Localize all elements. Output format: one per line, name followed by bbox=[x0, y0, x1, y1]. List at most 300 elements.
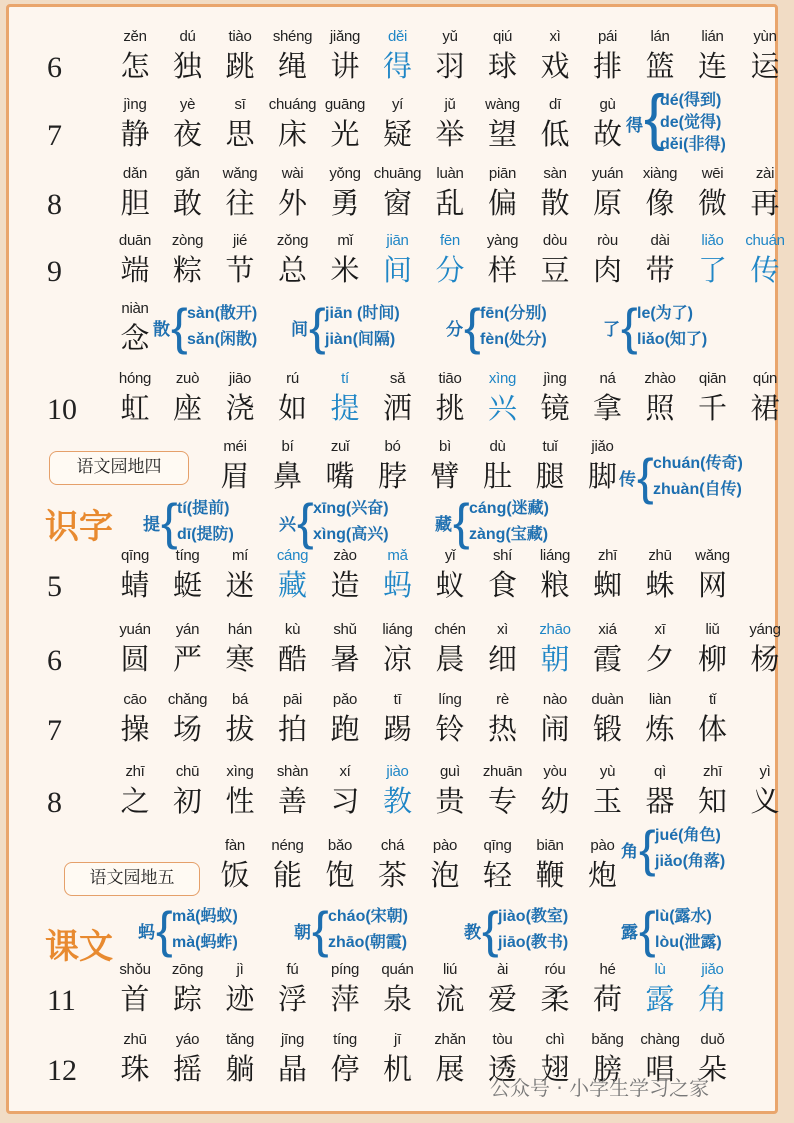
pinyin: zǒng bbox=[276, 232, 309, 249]
char-cell bbox=[214, 546, 266, 604]
hanzi: 再 bbox=[750, 186, 780, 220]
pinyin: sī bbox=[234, 96, 246, 113]
pinyin: tíng bbox=[175, 547, 200, 564]
pinyin: dǎn bbox=[122, 165, 148, 182]
pinyin: yí bbox=[391, 96, 404, 113]
char-cell bbox=[472, 836, 524, 894]
pinyin: liáng bbox=[382, 621, 413, 638]
char-cell bbox=[634, 620, 686, 678]
hanzi: 羽 bbox=[435, 49, 465, 83]
hanzi: 总 bbox=[277, 253, 307, 287]
hanzi: 拿 bbox=[592, 391, 622, 425]
pinyin: pái bbox=[597, 28, 618, 45]
hanzi: 座 bbox=[172, 391, 202, 425]
pinyin: dài bbox=[650, 232, 670, 249]
pinyin: yòu bbox=[543, 763, 567, 780]
lesson-number: 7 bbox=[47, 714, 62, 747]
hanzi: 了 bbox=[697, 253, 727, 287]
hanzi: 器 bbox=[645, 784, 675, 818]
hanzi: 带 bbox=[645, 253, 675, 287]
hanzi: 网 bbox=[697, 568, 727, 602]
hanzi: 球 bbox=[487, 49, 517, 83]
pinyin: dòu bbox=[542, 232, 568, 249]
pinyin: xiàng bbox=[642, 165, 678, 182]
hanzi: 柔 bbox=[540, 982, 570, 1016]
hanzi: 食 bbox=[487, 568, 517, 602]
polyphone-san: 散 { sàn(散开) sǎn(闲散) bbox=[153, 299, 258, 355]
hanzi: 茶 bbox=[377, 858, 407, 892]
char-cell bbox=[319, 620, 371, 678]
pinyin: xì bbox=[549, 28, 561, 45]
hanzi: 教 bbox=[382, 784, 412, 818]
char-cell bbox=[267, 369, 319, 427]
hanzi: 排 bbox=[592, 49, 622, 83]
hanzi: 床 bbox=[277, 117, 307, 151]
pinyin: yì bbox=[759, 763, 771, 780]
char-cell bbox=[209, 437, 261, 495]
char-cell bbox=[162, 620, 214, 678]
hanzi: 能 bbox=[272, 858, 302, 892]
char-cell bbox=[267, 620, 319, 678]
char-cell bbox=[372, 546, 424, 604]
pinyin: zhū bbox=[648, 547, 672, 564]
hanzi: 善 bbox=[277, 784, 307, 818]
hanzi: 闹 bbox=[540, 712, 570, 746]
hanzi: 之 bbox=[120, 784, 150, 818]
pinyin: biān bbox=[536, 837, 564, 854]
char-cell bbox=[582, 546, 634, 604]
hanzi: 鼻 bbox=[272, 459, 302, 493]
pinyin: jiǎo bbox=[701, 961, 724, 978]
char-cell bbox=[319, 762, 371, 820]
char-cell bbox=[319, 960, 371, 1018]
pinyin: děi bbox=[387, 28, 408, 45]
hanzi: 胆 bbox=[120, 186, 150, 220]
char-cell bbox=[477, 546, 529, 604]
hanzi: 端 bbox=[120, 253, 150, 287]
pinyin: gù bbox=[599, 96, 616, 113]
polyphone-jiao: 角 { jué(角色) jiǎo(角落) bbox=[621, 821, 726, 877]
hanzi: 脖 bbox=[377, 459, 407, 493]
pinyin: tiāo bbox=[438, 370, 462, 387]
pinyin: hán bbox=[227, 621, 253, 638]
hanzi: 摇 bbox=[172, 1052, 202, 1086]
pinyin: dù bbox=[489, 438, 506, 455]
pinyin: cāo bbox=[123, 691, 147, 708]
hanzi: 专 bbox=[487, 784, 517, 818]
char-cell bbox=[529, 27, 581, 85]
hanzi: 造 bbox=[330, 568, 360, 602]
pinyin: jiān bbox=[386, 232, 409, 249]
char-cell bbox=[687, 960, 739, 1018]
hanzi: 低 bbox=[540, 117, 570, 151]
char-cell bbox=[372, 369, 424, 427]
char-cell bbox=[687, 231, 739, 289]
hanzi: 豆 bbox=[540, 253, 570, 287]
hanzi: 举 bbox=[435, 117, 465, 151]
char-cell bbox=[424, 546, 476, 604]
pinyin: shéng bbox=[272, 28, 313, 45]
pinyin: zěn bbox=[123, 28, 147, 45]
char-cell bbox=[582, 762, 634, 820]
pinyin: liàn bbox=[648, 691, 672, 708]
hanzi: 鞭 bbox=[535, 858, 565, 892]
polyphone-cang: 藏 { cáng(迷藏) zàng(宝藏) bbox=[435, 494, 550, 550]
pinyin: chàng bbox=[640, 1031, 680, 1048]
pinyin: jī bbox=[394, 1031, 401, 1048]
char-cell bbox=[524, 437, 576, 495]
lesson-number: 12 bbox=[47, 1054, 77, 1087]
pinyin: nào bbox=[542, 691, 568, 708]
char-cell bbox=[529, 95, 581, 153]
char-cell bbox=[214, 95, 266, 153]
hanzi: 爱 bbox=[487, 982, 517, 1016]
pinyin: yǒng bbox=[329, 165, 361, 182]
char-cell bbox=[109, 690, 161, 748]
hanzi: 故 bbox=[592, 117, 622, 151]
hanzi: 嘴 bbox=[325, 459, 355, 493]
hanzi: 敢 bbox=[172, 186, 202, 220]
hanzi: 像 bbox=[645, 186, 675, 220]
char-cell bbox=[477, 95, 529, 153]
pinyin: pǎo bbox=[332, 691, 358, 708]
pinyin: cáng bbox=[276, 547, 309, 564]
char-cell bbox=[372, 762, 424, 820]
section-shizi: 识字 bbox=[45, 507, 113, 547]
char-cell bbox=[739, 231, 791, 289]
char-row bbox=[9, 960, 781, 1022]
char-cell bbox=[109, 164, 161, 222]
pinyin: quán bbox=[381, 961, 414, 978]
pinyin: yán bbox=[175, 621, 200, 638]
polyphone-jian: 间 { jiān (时间) jiàn(间隔) bbox=[291, 299, 400, 355]
hanzi: 念 bbox=[120, 321, 150, 355]
char-cell bbox=[634, 546, 686, 604]
hanzi: 迹 bbox=[225, 982, 255, 1016]
hanzi: 粮 bbox=[540, 568, 570, 602]
lesson-number: 6 bbox=[47, 51, 62, 84]
hanzi: 如 bbox=[277, 391, 307, 425]
hanzi: 分 bbox=[435, 253, 465, 287]
hanzi: 暑 bbox=[330, 642, 360, 676]
char-cell bbox=[267, 762, 319, 820]
pinyin: zhuān bbox=[482, 763, 523, 780]
char-cell bbox=[529, 369, 581, 427]
char-cell bbox=[267, 27, 319, 85]
char-cell bbox=[162, 369, 214, 427]
pinyin: chǎng bbox=[167, 691, 208, 708]
watermark: 公众号 · 小学生学习之家 bbox=[490, 1076, 710, 1100]
pinyin: shàn bbox=[276, 763, 309, 780]
hanzi: 独 bbox=[172, 49, 202, 83]
char-cell bbox=[419, 437, 471, 495]
hanzi: 蚁 bbox=[435, 568, 465, 602]
box-yuwen-yuandi-5: 语文园地五 bbox=[64, 862, 200, 896]
polyphone-le: 了 { le(为了) liǎo(知了) bbox=[603, 299, 708, 355]
polyphone-de: 得 { dé(得到) de(觉得) děi(非得) bbox=[626, 83, 726, 153]
pinyin: duān bbox=[118, 232, 152, 249]
char-row bbox=[9, 620, 781, 682]
char-cell bbox=[477, 27, 529, 85]
char-cell bbox=[162, 762, 214, 820]
hanzi: 夜 bbox=[172, 117, 202, 151]
hanzi: 露 bbox=[645, 982, 675, 1016]
hanzi: 腿 bbox=[535, 459, 565, 493]
pinyin: xiá bbox=[598, 621, 617, 638]
hanzi: 炮 bbox=[587, 858, 617, 892]
char-cell bbox=[529, 960, 581, 1018]
char-cell bbox=[477, 369, 529, 427]
char-cell bbox=[214, 164, 266, 222]
char-cell bbox=[687, 164, 739, 222]
hanzi: 传 bbox=[750, 253, 780, 287]
pinyin: yàng bbox=[486, 232, 519, 249]
char-cell bbox=[582, 690, 634, 748]
pinyin: jīng bbox=[281, 1031, 304, 1048]
lesson-number: 8 bbox=[47, 188, 62, 221]
pinyin: bǎo bbox=[327, 837, 353, 854]
char-cell bbox=[687, 369, 739, 427]
hanzi: 铃 bbox=[435, 712, 465, 746]
char-cell bbox=[109, 620, 161, 678]
pinyin: yǔ bbox=[442, 28, 458, 45]
pinyin: jiǎng bbox=[329, 28, 361, 45]
char-cell bbox=[372, 960, 424, 1018]
hanzi: 朝 bbox=[540, 642, 570, 676]
pinyin: xìng bbox=[488, 370, 517, 387]
char-row bbox=[9, 231, 785, 293]
char-cell bbox=[419, 836, 471, 894]
hanzi: 踢 bbox=[382, 712, 412, 746]
char-cell bbox=[314, 836, 366, 894]
hanzi: 拍 bbox=[277, 712, 307, 746]
char-cell bbox=[214, 620, 266, 678]
pinyin: rú bbox=[286, 370, 299, 387]
hanzi: 柳 bbox=[697, 642, 727, 676]
char-cell bbox=[109, 762, 161, 820]
pinyin: fú bbox=[286, 961, 299, 978]
pinyin: tiào bbox=[228, 28, 252, 45]
char-cell bbox=[477, 231, 529, 289]
char-cell bbox=[634, 690, 686, 748]
pinyin: sàn bbox=[543, 165, 567, 182]
pinyin: ròu bbox=[597, 232, 618, 249]
hanzi: 热 bbox=[487, 712, 517, 746]
pinyin: jiāo bbox=[228, 370, 252, 387]
pinyin: niàn bbox=[121, 300, 149, 317]
char-cell bbox=[214, 369, 266, 427]
char-cell bbox=[267, 1030, 319, 1088]
hanzi: 微 bbox=[697, 186, 727, 220]
char-cell bbox=[529, 620, 581, 678]
char-cell bbox=[367, 437, 419, 495]
pinyin: wǎng bbox=[222, 165, 258, 182]
char-cell bbox=[634, 960, 686, 1018]
hanzi: 肚 bbox=[482, 459, 512, 493]
hanzi: 得 bbox=[382, 49, 412, 83]
hanzi: 连 bbox=[697, 49, 727, 83]
pinyin: hé bbox=[599, 961, 616, 978]
pinyin: róu bbox=[544, 961, 566, 978]
char-cell bbox=[424, 620, 476, 678]
pinyin: sǎ bbox=[389, 370, 406, 387]
hanzi: 寒 bbox=[225, 642, 255, 676]
hanzi: 霞 bbox=[592, 642, 622, 676]
hanzi: 饱 bbox=[325, 858, 355, 892]
hanzi: 流 bbox=[435, 982, 465, 1016]
char-cell bbox=[319, 231, 371, 289]
pinyin: zuǐ bbox=[330, 438, 350, 455]
hanzi: 翅 bbox=[540, 1052, 570, 1086]
pinyin: bǎng bbox=[591, 1031, 624, 1048]
hanzi: 样 bbox=[487, 253, 517, 287]
pinyin: zhào bbox=[644, 370, 676, 387]
hanzi: 停 bbox=[330, 1052, 360, 1086]
pinyin: tī bbox=[393, 691, 402, 708]
pinyin: pào bbox=[590, 837, 615, 854]
char-cell bbox=[529, 546, 581, 604]
pinyin: zhǎn bbox=[434, 1031, 466, 1048]
char-cell bbox=[109, 231, 161, 289]
hanzi: 窗 bbox=[382, 186, 412, 220]
hanzi: 绳 bbox=[277, 49, 307, 83]
lesson-number: 7 bbox=[47, 119, 62, 152]
char-cell bbox=[472, 437, 524, 495]
pinyin: yáng bbox=[749, 621, 781, 638]
polyphone-lu: 露 { lù(露水) lòu(泄露) bbox=[621, 902, 722, 958]
hanzi: 洒 bbox=[382, 391, 412, 425]
char-cell bbox=[262, 836, 314, 894]
hanzi: 挑 bbox=[435, 391, 465, 425]
lesson-number: 10 bbox=[47, 393, 77, 426]
char-cell bbox=[634, 27, 686, 85]
char-cell bbox=[267, 690, 319, 748]
char-cell bbox=[739, 27, 791, 85]
char-cell bbox=[162, 231, 214, 289]
pinyin: xìng bbox=[226, 763, 254, 780]
char-cell bbox=[582, 369, 634, 427]
char-cell bbox=[477, 960, 529, 1018]
char-cell bbox=[162, 27, 214, 85]
hanzi: 蜓 bbox=[172, 568, 202, 602]
pinyin: wǎng bbox=[695, 547, 730, 564]
pinyin: jiào bbox=[386, 763, 409, 780]
char-cell bbox=[319, 1030, 371, 1088]
hanzi: 乱 bbox=[435, 186, 465, 220]
char-cell bbox=[424, 164, 476, 222]
char-cell bbox=[687, 762, 739, 820]
hanzi: 性 bbox=[225, 784, 255, 818]
char-cell bbox=[424, 95, 476, 153]
hanzi: 操 bbox=[120, 712, 150, 746]
hanzi: 蜘 bbox=[592, 568, 622, 602]
char-cell bbox=[529, 690, 581, 748]
hanzi: 机 bbox=[382, 1052, 412, 1086]
hanzi: 浇 bbox=[225, 391, 255, 425]
pinyin: yù bbox=[599, 763, 616, 780]
pinyin: xí bbox=[339, 763, 351, 780]
char-cell bbox=[267, 164, 319, 222]
char-cell bbox=[109, 369, 161, 427]
pinyin: shí bbox=[492, 547, 513, 564]
hanzi: 静 bbox=[120, 117, 150, 151]
pinyin: zōng bbox=[171, 961, 204, 978]
pinyin: tǎng bbox=[226, 1031, 254, 1048]
hanzi: 泉 bbox=[382, 982, 412, 1016]
pinyin: yuán bbox=[591, 165, 624, 182]
char-row bbox=[9, 369, 781, 431]
pinyin: yùn bbox=[753, 28, 777, 45]
hanzi: 千 bbox=[697, 391, 727, 425]
char-cell bbox=[424, 762, 476, 820]
polyphone-xing: 兴 { xīng(兴奋) xìng(高兴) bbox=[279, 494, 389, 550]
hanzi: 粽 bbox=[172, 253, 202, 287]
hanzi: 眉 bbox=[220, 459, 250, 493]
hanzi: 臂 bbox=[430, 459, 460, 493]
pinyin: chén bbox=[434, 621, 466, 638]
hanzi: 躺 bbox=[225, 1052, 255, 1086]
hanzi: 踪 bbox=[172, 982, 202, 1016]
hanzi: 戏 bbox=[540, 49, 570, 83]
hanzi: 镜 bbox=[540, 391, 570, 425]
box-yuwen-yuandi-4: 语文园地四 bbox=[49, 451, 189, 485]
char-cell bbox=[162, 1030, 214, 1088]
hanzi: 唱 bbox=[645, 1052, 675, 1086]
char-cell bbox=[214, 762, 266, 820]
char-cell bbox=[634, 762, 686, 820]
hanzi: 裙 bbox=[750, 391, 780, 425]
char-cell bbox=[267, 95, 319, 153]
hanzi: 展 bbox=[435, 1052, 465, 1086]
pinyin: zài bbox=[755, 165, 775, 182]
lesson-number: 6 bbox=[47, 644, 62, 677]
lesson-number: 9 bbox=[47, 255, 62, 288]
hanzi: 严 bbox=[172, 642, 202, 676]
pinyin: tí bbox=[341, 370, 349, 387]
char-cell bbox=[162, 95, 214, 153]
pinyin: dú bbox=[179, 28, 196, 45]
hanzi: 原 bbox=[592, 186, 622, 220]
pinyin: jǔ bbox=[444, 96, 456, 113]
hanzi: 习 bbox=[330, 784, 360, 818]
hanzi: 往 bbox=[225, 186, 255, 220]
pinyin: zòng bbox=[171, 232, 204, 249]
char-cell bbox=[162, 960, 214, 1018]
char-cell bbox=[477, 620, 529, 678]
hanzi: 篮 bbox=[645, 49, 675, 83]
pinyin: chuāng bbox=[373, 165, 422, 182]
hanzi: 讲 bbox=[330, 49, 360, 83]
hanzi: 跳 bbox=[225, 49, 255, 83]
char-cell bbox=[372, 231, 424, 289]
hanzi: 提 bbox=[330, 391, 360, 425]
pinyin: hóng bbox=[118, 370, 152, 387]
hanzi: 勇 bbox=[330, 186, 360, 220]
pinyin: tuǐ bbox=[542, 438, 558, 455]
hanzi: 炼 bbox=[645, 712, 675, 746]
char-cell bbox=[477, 164, 529, 222]
hanzi: 体 bbox=[697, 712, 727, 746]
char-cell bbox=[319, 164, 371, 222]
pinyin: pāi bbox=[282, 691, 303, 708]
pinyin: liǎo bbox=[701, 232, 724, 249]
polyphone-chuan: 传 { chuán(传奇) zhuàn(自传) bbox=[619, 449, 743, 505]
char-cell bbox=[739, 762, 791, 820]
pinyin: zào bbox=[333, 547, 357, 564]
pinyin: jiǎo bbox=[591, 438, 614, 455]
page-frame bbox=[6, 4, 785, 1114]
pinyin: xì bbox=[496, 621, 509, 638]
